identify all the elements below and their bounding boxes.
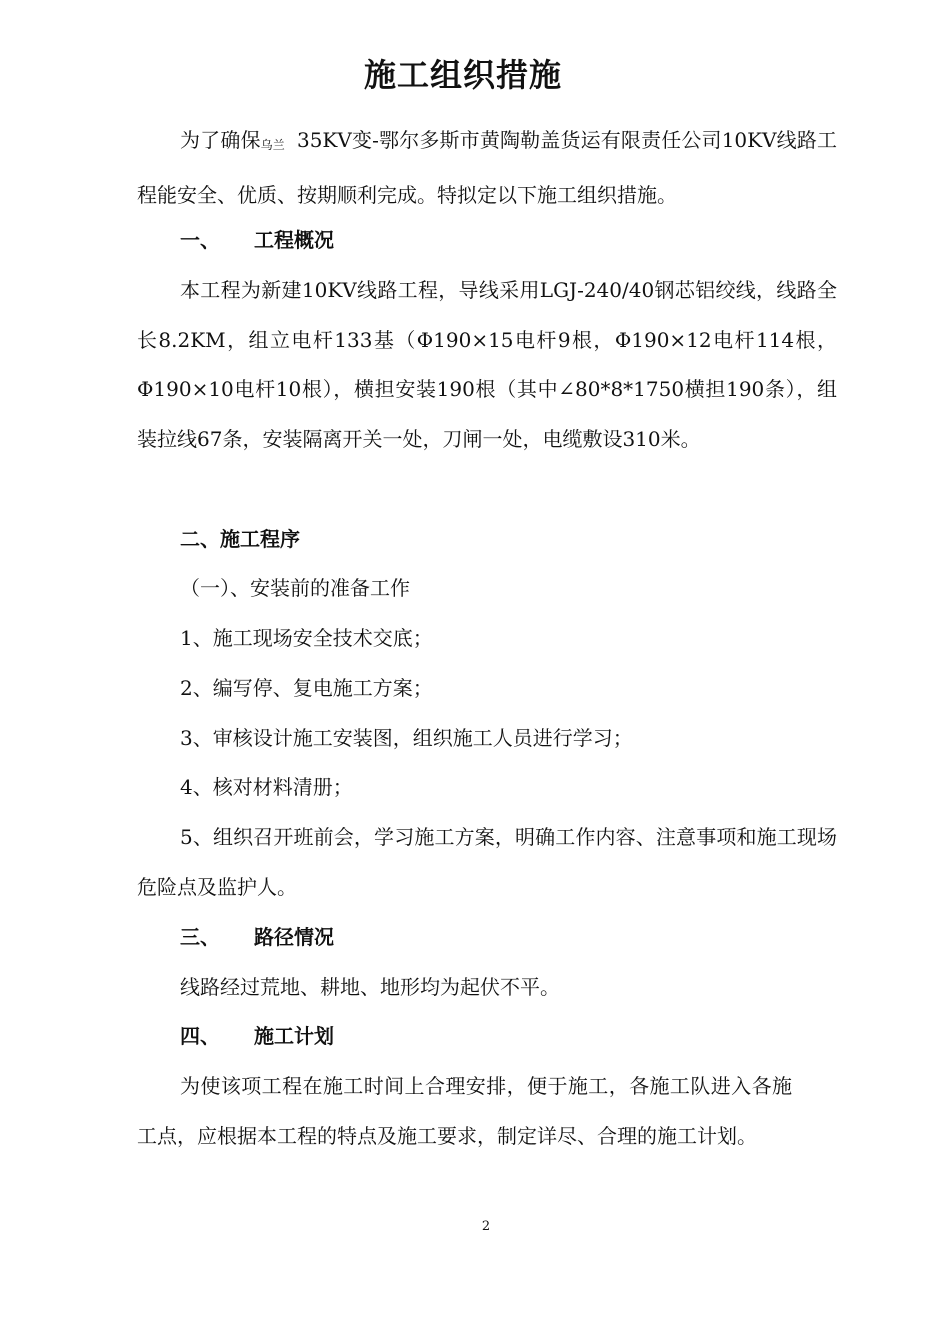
section3-heading bbox=[180, 913, 334, 963]
section4-heading bbox=[180, 1012, 334, 1062]
section2-subheading: （一）、安装前的准备工作 bbox=[180, 576, 410, 600]
page-number: 2 bbox=[481, 1219, 491, 1234]
document-title: 施工组织措施 bbox=[363, 56, 562, 94]
section1-title: 工程概况 bbox=[254, 228, 334, 252]
list-item: 3、审核设计施工安装图，组织施工人员进行学习； bbox=[180, 726, 633, 750]
section3-number: 三、 bbox=[180, 925, 220, 949]
intro-text-a: 为了确保 bbox=[180, 128, 261, 152]
section1-heading bbox=[180, 216, 334, 266]
section4-title: 施工计划 bbox=[254, 1024, 334, 1048]
section3-title: 路径情况 bbox=[254, 925, 334, 949]
section4-number: 四、 bbox=[180, 1024, 220, 1048]
list-item: 1、施工现场安全技术交底； bbox=[180, 626, 433, 650]
intro-small-text: 乌兰 bbox=[260, 138, 285, 152]
list-item: 4、核对材料清册； bbox=[180, 775, 353, 799]
section2-heading: 二、施工程序 bbox=[180, 527, 300, 551]
section4-body: 为使该项工程在施工时间上合理安排，便于施工，各施工队进入各施工点，应根据本工程的特点及施工要求，制定详尽、合理的施工计划。 bbox=[137, 1074, 792, 1148]
section1-number: 一、 bbox=[180, 228, 220, 252]
intro-text-b: 35KV变-鄂尔多斯市黄陶勒盖货运有限责任公司10KV线路工程能安全、优质、按期顺利完成。特拟定以下施工组织措施。 bbox=[137, 128, 838, 207]
list-item: 2、编写停、复电施工方案； bbox=[180, 676, 433, 700]
intro-paragraph bbox=[137, 116, 837, 220]
section3-body: 线路经过荒地、耕地、地形均为起伏不平。 bbox=[180, 975, 560, 999]
list-item: 5、组织召开班前会，学习施工方案，明确工作内容、注意事项和施工现场危险点及监护人。 bbox=[137, 825, 837, 899]
section1-body: 本工程为新建10KV线路工程，导线采用LGJ-240/40钢芯铝绞线，线路全长8.2KM，组立电杆133基（Φ190×15电杆9根，Φ190×12电杆114根，Φ190×10电杆10根），横担安装190根（其中∠80*8*1750横担190条），组装拉线67条，安装隔离开关一处，刀闸一处，电缆敷设310米。 bbox=[137, 278, 837, 452]
